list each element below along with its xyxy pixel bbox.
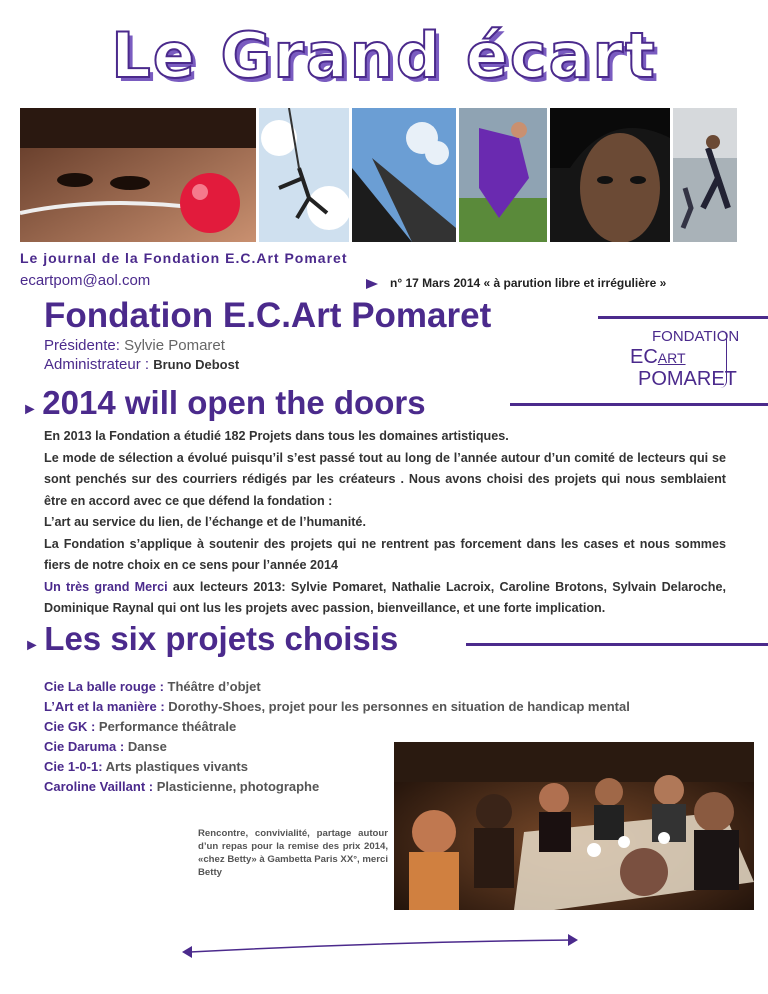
project-desc: Arts plastiques vivants	[102, 759, 248, 774]
journal-subtitle: Le journal de la Fondation E.C.Art Pomaret	[20, 250, 348, 266]
paragraph: En 2013 la Fondation a étudié 182 Projets dans tous les domaines artistiques.	[44, 429, 509, 443]
project-name: Cie La balle rouge :	[44, 679, 164, 694]
logo-line3: POMARET	[638, 368, 737, 390]
project-name: Cie GK :	[44, 719, 96, 734]
arrow-right-icon: ►	[22, 401, 38, 418]
photo-strip	[20, 108, 742, 242]
photo-dinner	[394, 742, 754, 910]
section2-header	[24, 620, 398, 658]
project-desc: Dorothy-Shoes, projet pour les personnes en situation de handicap mental	[164, 699, 630, 714]
list-item	[44, 677, 630, 697]
thanks-paragraph	[44, 577, 726, 620]
project-desc: Danse	[124, 739, 167, 754]
section1-body	[44, 426, 726, 620]
project-name: L’Art et la manière :	[44, 699, 165, 714]
administrator-label: Administrateur :	[44, 356, 150, 373]
divider-line	[466, 643, 768, 646]
arrow-right-icon	[366, 279, 378, 289]
paragraph: Le mode de sélection a évolué puisqu’il s’est passé tout au long de l’année autour d’un comité de lecteurs qui se sont penchés sur des courriers rédigés par les créateurs . Nous avons choisi des projets qui nous semblaient être en accord avec ce que défend la fondation :	[44, 450, 726, 508]
arrow-right-icon: ►	[24, 637, 40, 654]
photo-acrobat	[259, 108, 349, 242]
photo-clown-child	[20, 108, 256, 242]
masthead-title: Le Grand écart	[111, 19, 657, 92]
logo-ec: EC	[630, 346, 658, 368]
president-label: Présidente:	[44, 337, 120, 354]
project-name: Cie 1-0-1:	[44, 759, 103, 774]
foundation-title: Fondation E.C.Art Pomaret	[44, 296, 492, 335]
paragraph: L’art au service du lien, de l’échange et de l’humanité.	[44, 515, 366, 529]
paragraph: La Fondation s’applique à soutenir des projets qui ne rentrent pas forcement dans les cases et nous sommes fiers de notre choix en ce sens pour l’année 2014	[44, 536, 726, 572]
issue-info	[366, 276, 666, 290]
list-item	[44, 697, 630, 717]
thanks-label: Un très grand Merci	[44, 579, 168, 594]
section2-heading: Les six projets choisis	[44, 620, 399, 657]
red-nose-icon	[180, 173, 240, 233]
thanks-text: aux lecteurs 2013: Sylvie Pomaret, Nathalie Lacroix, Caroline Brotons, Sylvain Delaroche, Dominique Raynal qui ont lus les projets avec passion, bienveillance, et une forte implication.	[44, 579, 726, 615]
foundation-logo	[620, 326, 740, 394]
decorative-swoosh	[180, 930, 590, 960]
project-desc: Plasticienne, photographe	[153, 779, 320, 794]
project-desc: Théâtre d’objet	[163, 679, 261, 694]
photo-portrait	[550, 108, 670, 242]
administrator-line	[44, 356, 239, 373]
president-line	[44, 337, 225, 354]
project-name: Cie Daruma :	[44, 739, 125, 754]
list-item	[44, 717, 630, 737]
photo-building	[352, 108, 456, 242]
logo-line1: FONDATION	[652, 328, 740, 345]
logo-art: ART	[657, 350, 686, 366]
section1-header	[22, 384, 426, 422]
project-desc: Performance théâtrale	[95, 719, 237, 734]
divider-line	[510, 403, 768, 406]
president-name: Sylvie Pomaret	[124, 337, 225, 354]
photo-caption: Rencontre, convivialité, partage autour d’un repas pour la remise des prix 2014, «chez Betty» à Gambetta Paris XX°, merci Betty	[198, 828, 388, 878]
logo-line2	[630, 346, 686, 369]
divider-line	[598, 316, 768, 319]
administrator-name: Bruno Debost	[153, 357, 240, 372]
arrow-right-icon	[568, 934, 578, 946]
photo-children-running	[673, 108, 737, 242]
photo-dancer-purple	[459, 108, 547, 242]
arrow-left-icon	[182, 946, 192, 958]
section1-heading: 2014 will open the doors	[42, 384, 426, 421]
contact-email[interactable]: ecartpom@aol.com	[20, 272, 151, 289]
issue-text: n° 17 Mars 2014 « à parution libre et irrégulière »	[390, 276, 667, 290]
logo-bracket	[720, 330, 727, 388]
project-name: Caroline Vaillant :	[44, 779, 154, 794]
